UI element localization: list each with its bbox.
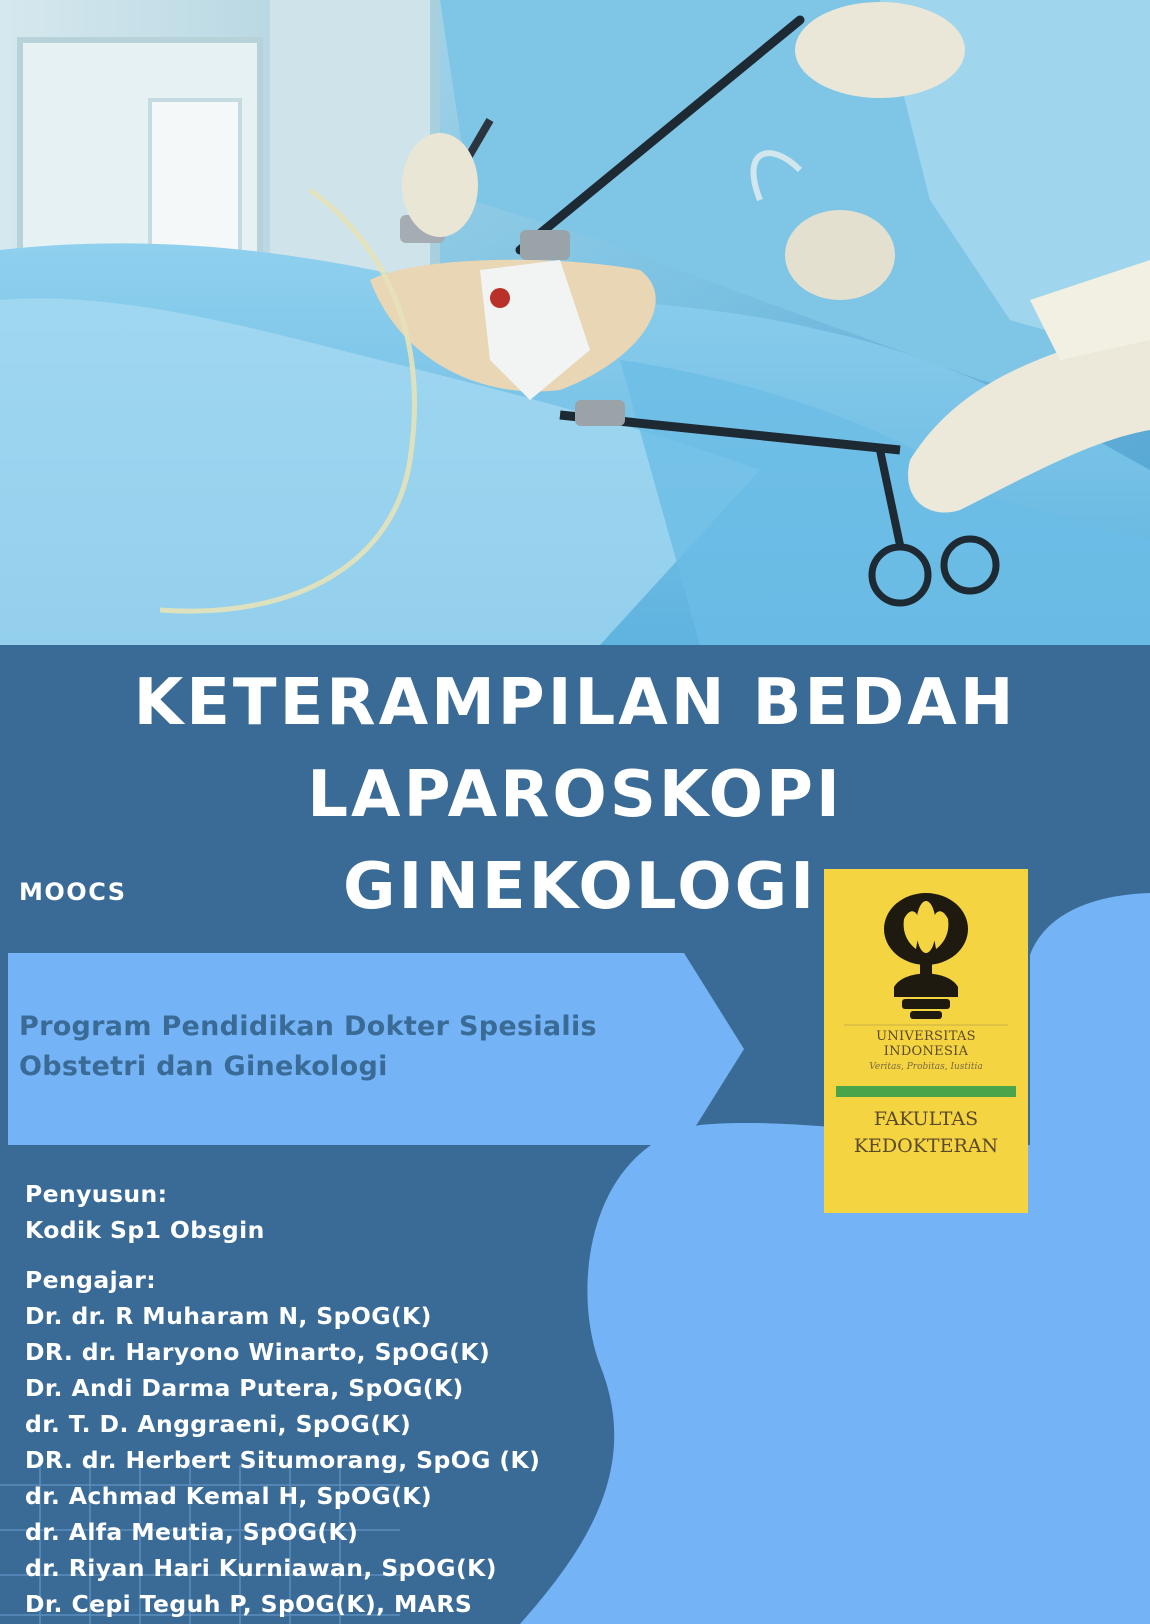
teacher-name: dr. Riyan Hari Kurniawan, SpOG(K) <box>25 1554 497 1582</box>
program-line-2: Obstetri dan Ginekologi <box>19 1051 388 1082</box>
teacher-name: dr. T. D. Anggraeni, SpOG(K) <box>25 1410 412 1438</box>
teacher-name: dr. Alfa Meutia, SpOG(K) <box>25 1518 359 1546</box>
teacher-name: Dr. Andi Darma Putera, SpOG(K) <box>25 1374 464 1402</box>
makara-emblem-icon <box>824 869 1028 1029</box>
teacher-name: dr. Achmad Kemal H, SpOG(K) <box>25 1482 432 1510</box>
teacher-name: DR. dr. Herbert Situmorang, SpOG (K) <box>25 1446 541 1474</box>
surgery-photo <box>0 0 1150 645</box>
moocs-label: MOOCS <box>19 878 127 906</box>
logo-university-name: UNIVERSITAS INDONESIA <box>876 1029 976 1059</box>
title-line-2: LAPAROSKOPI <box>307 758 843 832</box>
author-name: Kodik Sp1 Obsgin <box>25 1216 265 1244</box>
info-panel <box>0 645 1150 1624</box>
credits-block <box>25 1176 540 1622</box>
logo-motto: Veritas, Probitas, Iustitia <box>869 1062 983 1072</box>
author-heading: Penyusun: <box>25 1180 168 1208</box>
university-logo <box>824 869 1028 1213</box>
logo-green-bar <box>836 1086 1016 1097</box>
title-line-3: GINEKOLOGI <box>343 850 817 924</box>
teachers-heading: Pengajar: <box>25 1266 157 1294</box>
teacher-name: Dr. Cepi Teguh P, SpOG(K), MARS <box>25 1590 473 1618</box>
title-line-1: KETERAMPILAN BEDAH <box>133 666 1017 740</box>
logo-faculty-name: FAKULTAS KEDOKTERAN <box>853 1108 999 1157</box>
teacher-name: DR. dr. Haryono Winarto, SpOG(K) <box>25 1338 491 1366</box>
program-line-1: Program Pendidikan Dokter Spesialis <box>19 1011 597 1042</box>
program-text <box>19 1007 719 1087</box>
teacher-name: Dr. dr. R Muharam N, SpOG(K) <box>25 1302 432 1330</box>
